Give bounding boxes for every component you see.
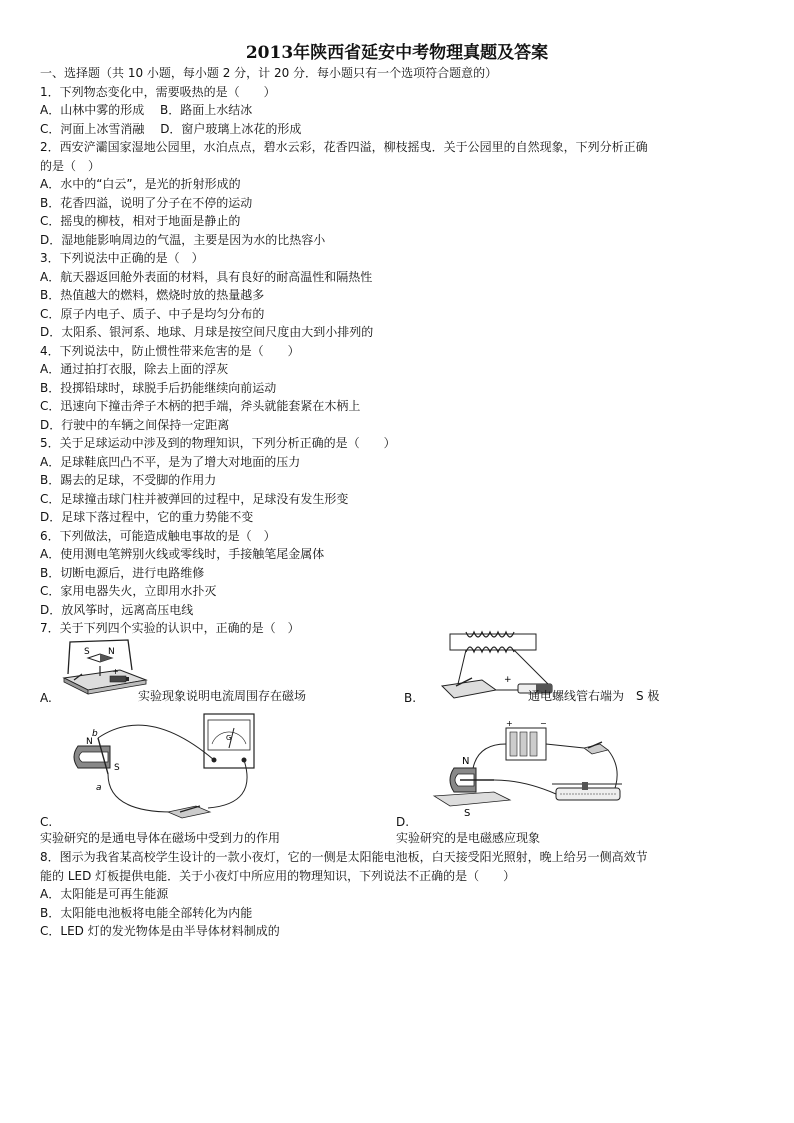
q2-stem-line2: 的是（ ） [40, 158, 101, 173]
q8-option-c: C．LED 灯的发光物体是由半导体材料制成的 [40, 924, 280, 938]
fig-a-label-n: N [108, 647, 115, 657]
q6-option-c: C．家用电器失火，立即用水扑灭 [40, 584, 217, 598]
q7-d-text: 实验研究的是电磁感应现象 [396, 831, 541, 845]
q6-option-b: B．切断电源后，进行电路维修 [40, 565, 205, 580]
fig-d-plus: + [506, 720, 513, 728]
q7-c-letter: C. [40, 815, 53, 829]
q2-option-a: A．水中的“白云”，是光的折射形成的 [40, 177, 241, 191]
figure-d-motor-circuit [424, 720, 634, 824]
fig-c-s: S [114, 763, 120, 773]
q5-option-c: C．足球撞击球门柱并被弹回的过程中，足球没有发生形变 [40, 491, 349, 506]
q7-a-text: 实验现象说明电流周围存在磁场 [138, 689, 307, 703]
figure-c-galvanometer [68, 708, 268, 824]
fig-c-b: b [92, 729, 98, 739]
q5-option-a: A．足球鞋底凹凸不平，是为了增大对地面的压力 [40, 454, 301, 469]
fig-c-g: G [226, 734, 232, 742]
q8-stem-line1: 8．图示为我省某高校学生设计的一款小夜灯，它的一侧是太阳能电池板，白天接受阳光照射，晚上给另一侧高效节 [40, 850, 648, 864]
q7-d-letter: D. [396, 815, 410, 829]
q5-option-d: D．足球下落过程中，它的重力势能不变 [40, 510, 254, 524]
q7-stem: 7．关于下列四个实验的认识中，正确的是（ ） [40, 621, 300, 635]
q8-option-a: A．太阳能是可再生能源 [40, 887, 169, 901]
q8-option-b: B．太阳能电池板将电能全部转化为内能 [40, 905, 253, 920]
fig-c-a: a [96, 783, 102, 793]
q7-a-letter: A. [40, 691, 52, 705]
q8-stem-line2: 能的 LED 灯板提供电能．关于小夜灯中所应用的物理知识，下列说法不正确的是（ ） [40, 868, 516, 883]
fig-c-n: N [86, 737, 93, 747]
q2-option-b: B．花香四溢，说明了分子在不停的运动 [40, 195, 253, 210]
q2-option-d: D．湿地能影响周边的气温，主要是因为水的比热容小 [40, 232, 326, 247]
fig-d-minus: − [540, 720, 547, 728]
q1-options-cd: C．河面上冰雪消融 D．窗户玻璃上冰花的形成 [40, 121, 302, 136]
fig-a-label-s: S [84, 647, 90, 657]
q6-stem: 6．下列做法，可能造成触电事故的是（ ） [40, 528, 276, 543]
q7-b-letter: B. [404, 691, 417, 705]
q3-stem: 3．下列说法中正确的是（ ） [40, 251, 204, 265]
q1-options-ab: A．山林中雾的形成 B．路面上水结冰 [40, 103, 253, 117]
section-heading: 一、选择题（共 10 小题，每小题 2 分，计 20 分．每小题只有一个选项符合题意的） [40, 66, 498, 80]
q6-option-d: D．放风筝时，远离高压电线 [40, 602, 194, 617]
fig-d-n: N [462, 756, 470, 767]
q4-stem: 4．下列说法中，防止惯性带来危害的是（ ） [40, 343, 300, 358]
q2-stem-line1: 2．西安浐灞国家湿地公园里，水泊点点，碧水云彩，花香四溢，柳枝摇曳．关于公园里的自然现象，下列分析正确 [40, 140, 648, 154]
figure-a-oersted [58, 636, 154, 696]
q6-option-a: A．使用测电笔辨别火线或零线时，手接触笔尾金属体 [40, 547, 325, 561]
q3-option-d: D．太阳系、银河系、地球、月球是按空间尺度由大到小排列的 [40, 325, 374, 339]
q7-b-text: 通电螺线管右端为 S 极 [528, 689, 660, 703]
fig-b-plus: + [504, 675, 512, 685]
question-lines [40, 64, 760, 638]
q2-option-c: C．摇曳的柳枝，相对于地面是静止的 [40, 214, 241, 228]
q3-option-c: C．原子内电子、质子、中子是均匀分布的 [40, 306, 265, 321]
fig-a-plus: + [112, 667, 119, 676]
question-8 [40, 848, 760, 941]
q4-option-d: D．行驶中的车辆之间保持一定距离 [40, 417, 230, 432]
q4-option-c: C．迅速向下撞击斧子木柄的把手端，斧头就能套紧在木柄上 [40, 399, 361, 413]
q1-stem: 1．下列物态变化中，需要吸热的是（ ） [40, 84, 276, 99]
fig-d-s: S [464, 808, 471, 819]
q4-option-a: A．通过拍打衣服，除去上面的浮灰 [40, 362, 229, 376]
q3-option-a: A．航天器返回舱外表面的材料，具有良好的耐高温性和隔热性 [40, 269, 373, 284]
q5-stem: 5．关于足球运动中涉及到的物理知识，下列分析正确的是（ ） [40, 436, 396, 450]
q3-option-b: B．热值越大的燃料，燃烧时放的热量越多 [40, 288, 265, 302]
q4-option-b: B．投掷铅球时，球脱手后扔能继续向前运动 [40, 380, 277, 395]
q5-option-b: B．踢去的足球，不受脚的作用力 [40, 473, 217, 487]
q7-c-text: 实验研究的是通电导体在磁场中受到力的作用 [40, 831, 281, 845]
page-title: 2013年陕西省延安中考物理真题及答案 [245, 43, 549, 63]
